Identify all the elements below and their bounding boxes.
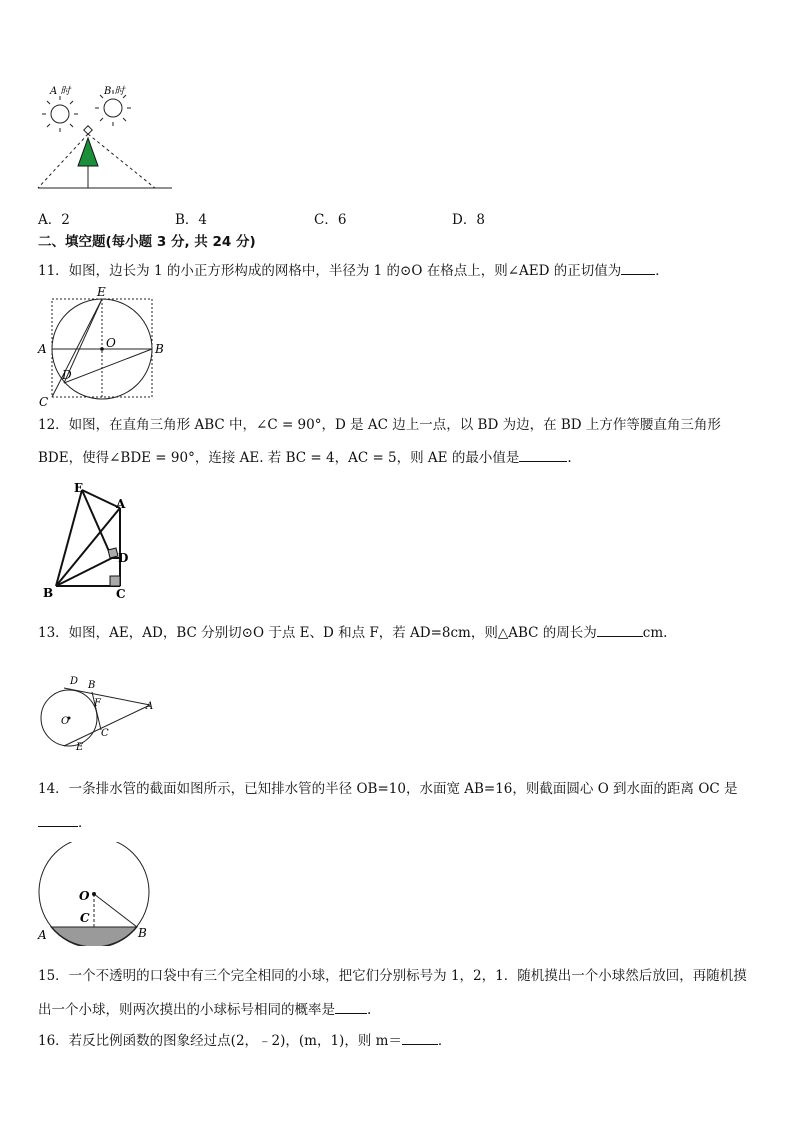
label-b-14: B	[138, 926, 147, 940]
question-16-end: ．	[437, 1033, 452, 1049]
sun-b-icon	[104, 99, 122, 117]
label-c-13: C	[101, 728, 109, 739]
label-a-11: A	[38, 342, 47, 356]
sun-a-icon	[51, 105, 69, 123]
label-f-13: F	[94, 698, 101, 709]
question-14-line1: 14．一条排水管的截面如图所示，已知排水管的半径 OB=10，水面宽 AB=16，则截面圆心 O 到水面的距离 OC 是	[38, 781, 738, 797]
label-o-11: O	[106, 336, 116, 350]
label-a-12: A	[116, 497, 126, 511]
label-d-12: D	[118, 551, 129, 565]
answer-blank-11	[621, 260, 655, 275]
label-o-13: O	[61, 716, 70, 727]
question-13-text: 13．如图，AE，AD，BC 分别切⊙O 于点 E、D 和点 F，若 AD=8cm，则△ABC 的周长为	[38, 625, 597, 641]
sun-b-label: B 时	[104, 86, 125, 97]
option-b: B．4	[175, 212, 208, 228]
label-e-12: E	[74, 481, 84, 495]
question-13	[38, 622, 667, 642]
answer-blank-13	[597, 622, 643, 637]
label-o-14: O	[79, 889, 90, 903]
question-12-text: BDE，使得∠BDE = 90°，连接 AE. 若 BC = 4，AC = 5，则 AE 的最小值是	[38, 450, 520, 466]
question-16	[38, 1030, 451, 1050]
label-a-13: A	[146, 701, 154, 712]
option-c: C．6	[314, 212, 347, 228]
figure-13-tangent	[36, 668, 162, 754]
question-11	[38, 260, 669, 280]
question-16-text: 16．若反比例函数的图象经过点(2，﹣2)，(m，1)，则 m＝	[38, 1033, 402, 1049]
answer-blank-14	[38, 812, 78, 827]
label-c-11: C	[39, 395, 49, 409]
answer-blank-12	[519, 447, 567, 462]
section-title: 二、填空题(每小题 3 分, 共 24 分)	[38, 234, 256, 250]
question-11-text: 11．如图，边长为 1 的小正方形构成的网格中，半径为 1 的⊙O 在格点上，则∠AED 的正切值为	[38, 263, 622, 279]
question-15-line1: 15．一个不透明的口袋中有三个完全相同的小球，把它们分别标号为 1，2，1．随机摸出一个小球然后放回，再随机摸	[38, 968, 747, 984]
label-c-14: C	[80, 911, 90, 925]
question-13-end: cm.	[642, 625, 668, 641]
label-a-14: A	[38, 928, 47, 942]
question-15-line2	[38, 999, 371, 1019]
question-12-end: .	[567, 450, 572, 466]
label-b-13: B	[88, 680, 96, 691]
label-e-11: E	[97, 286, 106, 299]
question-11-end: ．	[655, 263, 669, 279]
option-a: A．2	[38, 212, 70, 228]
figure-14-pipe	[34, 842, 160, 946]
label-e-13: E	[76, 742, 84, 753]
answer-blank-15	[335, 999, 367, 1014]
tree-icon	[78, 138, 98, 166]
label-d-11: D	[62, 368, 72, 382]
answer-blank-16	[402, 1030, 438, 1045]
question-14-line2	[38, 812, 92, 832]
question-12-line1: 12．如图，在直角三角形 ABC 中，∠C = 90°，D 是 AC 边上一点，以 BD 为边，在 BD 上方作等腰直角三角形	[38, 417, 721, 433]
sun-a-label: A 时	[50, 86, 71, 97]
question-15-end: .	[367, 1002, 372, 1018]
figure-12-triangle	[36, 478, 146, 604]
label-b-11: B	[155, 342, 164, 356]
option-d: D．8	[452, 212, 485, 228]
label-d-13: D	[70, 676, 79, 687]
question-15-text: 出一个小球，则两次摸出的小球标号相同的概率是	[38, 1002, 335, 1018]
question-12-line2	[38, 447, 572, 467]
label-b-12: B	[43, 586, 54, 600]
sun-tree-figure	[30, 80, 180, 195]
label-c-12: C	[116, 587, 126, 601]
question-14-end: ．	[78, 815, 92, 831]
figure-11-circle-grid	[34, 286, 168, 410]
